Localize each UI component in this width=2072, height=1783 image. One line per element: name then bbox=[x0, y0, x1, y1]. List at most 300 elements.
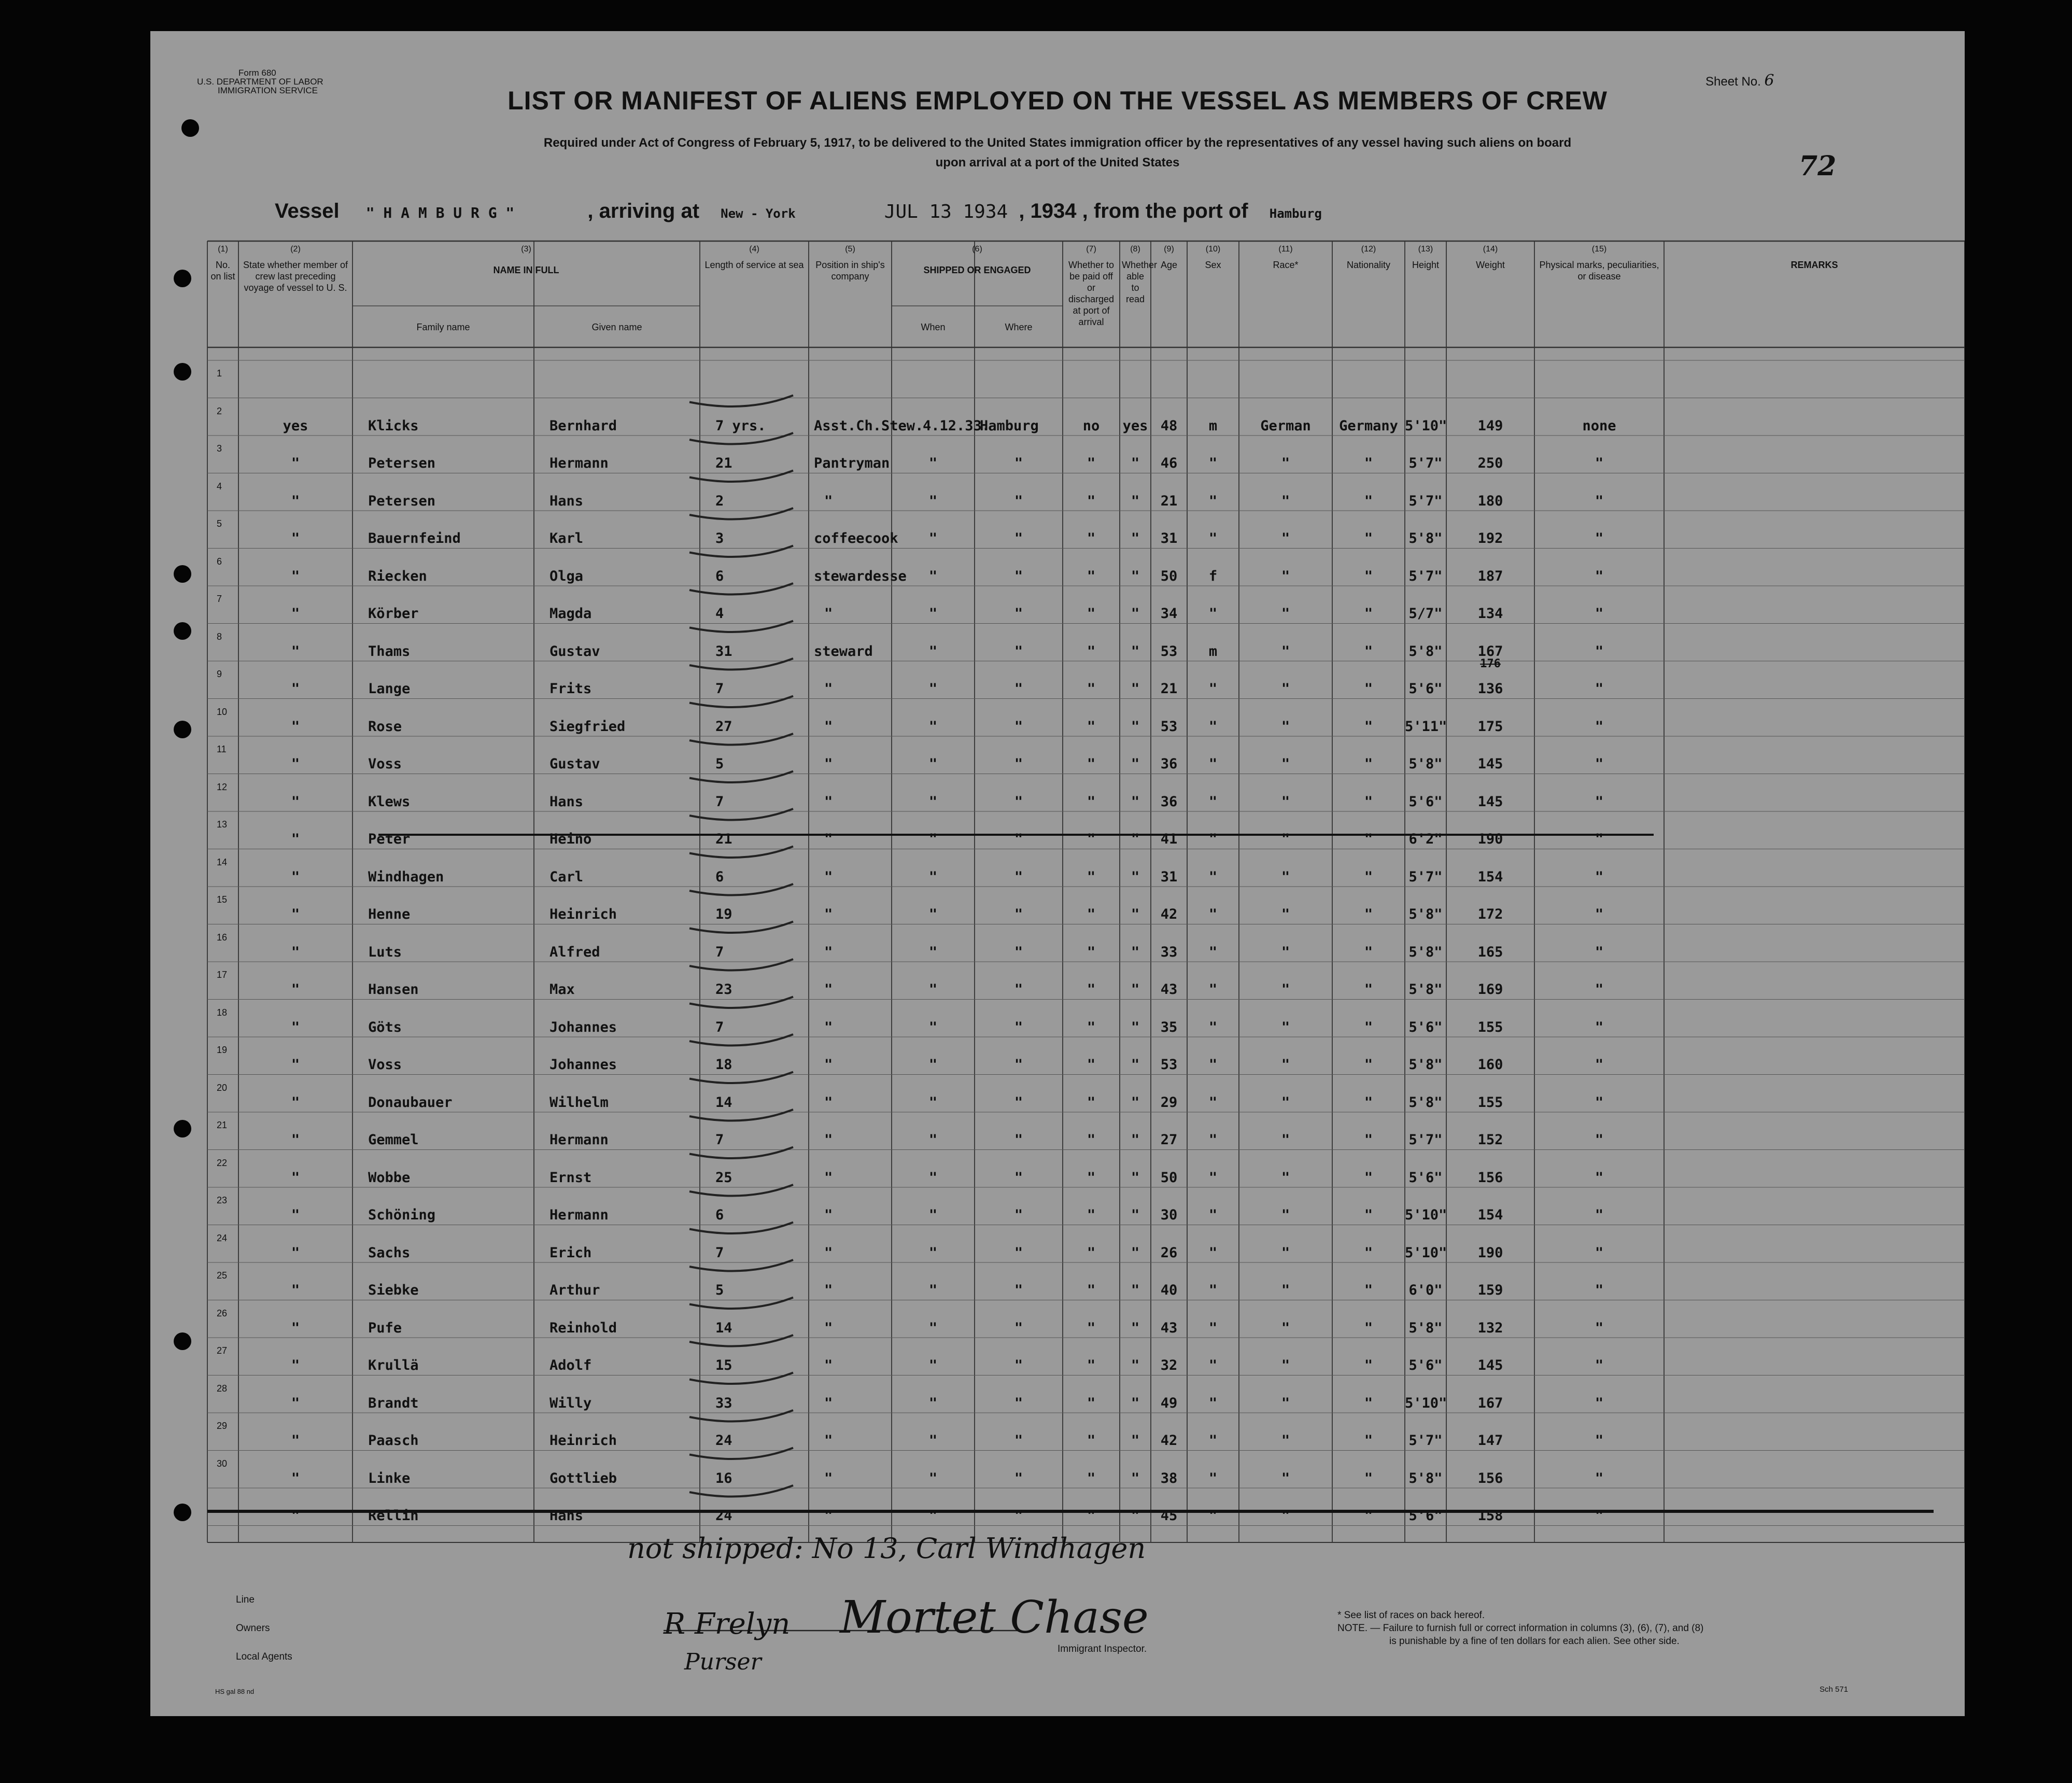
cell-position: Pantryman bbox=[814, 455, 890, 471]
cell-family: Brandt bbox=[368, 1395, 419, 1411]
column-number: (9) bbox=[1164, 245, 1174, 254]
manifest-sheet bbox=[150, 31, 1965, 1716]
cell-prev: " bbox=[291, 493, 300, 509]
cell-service: 18 bbox=[715, 1057, 732, 1073]
cell-prev: " bbox=[291, 1508, 300, 1524]
cell-nat: " bbox=[1364, 1319, 1373, 1336]
cell-service: 24 bbox=[715, 1508, 732, 1524]
cell-age: 43 bbox=[1160, 1319, 1178, 1336]
cell-service: 14 bbox=[715, 1094, 732, 1111]
cell-sex: " bbox=[1208, 718, 1218, 735]
cell-race: " bbox=[1281, 1207, 1290, 1223]
cell-paid: " bbox=[1087, 606, 1096, 622]
cell-height: 5'7" bbox=[1408, 868, 1443, 885]
cell-prev: " bbox=[291, 1395, 300, 1411]
cell-read: " bbox=[1131, 1357, 1140, 1373]
cell-nat: " bbox=[1364, 1508, 1373, 1524]
cell-nat: " bbox=[1364, 1433, 1373, 1449]
cell-prev: " bbox=[291, 1132, 300, 1148]
cell-height: 5'8" bbox=[1408, 643, 1443, 659]
cell-nat: " bbox=[1364, 455, 1373, 471]
cell-position: " bbox=[824, 1244, 833, 1261]
cell-where: " bbox=[1014, 1433, 1023, 1449]
struck-weight: 176 bbox=[1480, 657, 1501, 670]
cell-prev: " bbox=[291, 906, 300, 922]
column-label: No. on list bbox=[210, 260, 235, 282]
cell-given: Hermann bbox=[549, 455, 609, 471]
cell-family: Luts bbox=[368, 944, 402, 960]
department-label: U.S. DEPARTMENT OF LABOR bbox=[197, 77, 323, 87]
punch-hole bbox=[174, 270, 191, 287]
cell-sex: m bbox=[1208, 643, 1218, 659]
row-number: 11 bbox=[217, 744, 227, 754]
cell-weight: 158 bbox=[1477, 1508, 1503, 1524]
row-number: 21 bbox=[217, 1120, 228, 1130]
cell-when: " bbox=[928, 1057, 938, 1073]
cell-when: " bbox=[928, 1019, 938, 1035]
cell-weight: 187 bbox=[1477, 568, 1503, 584]
cell-prev: " bbox=[291, 868, 300, 885]
cell-sex: " bbox=[1208, 756, 1218, 772]
row-number: 3 bbox=[217, 443, 222, 454]
cell-family: Donaubauer bbox=[368, 1094, 453, 1111]
cell-paid: " bbox=[1087, 1094, 1096, 1111]
cell-paid: no bbox=[1082, 417, 1100, 434]
cell-marks: " bbox=[1595, 944, 1604, 960]
cell-race: " bbox=[1281, 756, 1290, 772]
manifest-title: LIST OR MANIFEST OF ALIENS EMPLOYED ON THE VESSEL AS MEMBERS OF CREW bbox=[508, 86, 1608, 115]
cell-sex: " bbox=[1208, 981, 1218, 998]
column-number: (7) bbox=[1086, 245, 1096, 254]
cell-given: Heino bbox=[549, 831, 592, 847]
cell-service: 31 bbox=[715, 643, 732, 659]
cell-paid: " bbox=[1087, 681, 1096, 697]
cell-age: 33 bbox=[1160, 944, 1178, 960]
cell-position: " bbox=[824, 1019, 833, 1035]
cell-family: Rose bbox=[368, 718, 402, 735]
cell-marks: " bbox=[1595, 681, 1604, 697]
cell-age: 53 bbox=[1160, 1057, 1178, 1073]
cell-nat: " bbox=[1364, 1207, 1373, 1223]
cell-sex: " bbox=[1208, 868, 1218, 885]
cell-paid: " bbox=[1087, 793, 1096, 810]
cell-paid: " bbox=[1087, 643, 1096, 659]
cell-family: Voss bbox=[368, 756, 402, 772]
column-number: (1) bbox=[218, 245, 228, 254]
cell-race: German bbox=[1260, 417, 1311, 434]
cell-given: Siegfried bbox=[549, 718, 626, 735]
row-number: 25 bbox=[217, 1270, 228, 1281]
cell-weight: 160 bbox=[1477, 1057, 1503, 1073]
cell-marks: " bbox=[1595, 1244, 1604, 1261]
cell-where: " bbox=[1014, 981, 1023, 998]
cell-nat: " bbox=[1364, 1094, 1373, 1111]
cell-read: " bbox=[1131, 568, 1140, 584]
cell-race: " bbox=[1281, 868, 1290, 885]
cell-service: 14 bbox=[715, 1319, 732, 1336]
cell-paid: " bbox=[1087, 1470, 1096, 1486]
cell-read: " bbox=[1131, 1433, 1140, 1449]
service-check-mark bbox=[689, 1335, 793, 1346]
cell-service: 2 bbox=[715, 493, 724, 509]
cell-marks: " bbox=[1595, 1508, 1604, 1524]
cell-weight: 136 bbox=[1477, 681, 1503, 697]
cell-read: " bbox=[1131, 455, 1140, 471]
cell-given: Gustav bbox=[549, 643, 600, 659]
cell-when: " bbox=[928, 944, 938, 960]
cell-nat: " bbox=[1364, 906, 1373, 922]
cell-sex: " bbox=[1208, 606, 1218, 622]
service-check-mark bbox=[689, 771, 793, 782]
punch-hole bbox=[174, 1504, 191, 1521]
cell-paid: " bbox=[1087, 530, 1096, 546]
cell-given: Ernst bbox=[549, 1169, 592, 1186]
cell-read: " bbox=[1131, 1470, 1140, 1486]
column-number: (14) bbox=[1483, 245, 1498, 254]
cell-sex: " bbox=[1208, 793, 1218, 810]
cell-sex: " bbox=[1208, 455, 1218, 471]
cell-height: 5'10" bbox=[1405, 417, 1447, 434]
row-number: 10 bbox=[217, 706, 228, 717]
cell-when: " bbox=[928, 1244, 938, 1261]
punch-hole bbox=[181, 119, 199, 137]
cell-where: " bbox=[1014, 831, 1023, 847]
cell-family: Paasch bbox=[368, 1433, 419, 1449]
row-number: 14 bbox=[217, 857, 228, 867]
cell-position: " bbox=[824, 906, 833, 922]
cell-nat: Germany bbox=[1339, 417, 1398, 434]
row-number: 16 bbox=[217, 932, 228, 943]
cell-when: " bbox=[928, 1094, 938, 1111]
cell-family: Henne bbox=[368, 906, 411, 922]
service-check-mark bbox=[689, 433, 793, 444]
cell-given: Hans bbox=[549, 1508, 584, 1524]
cell-where: " bbox=[1014, 1019, 1023, 1035]
cell-marks: " bbox=[1595, 1470, 1604, 1486]
cell-given: Adolf bbox=[549, 1357, 592, 1373]
cell-position: " bbox=[824, 1508, 833, 1524]
cell-position: steward bbox=[814, 643, 873, 659]
service-check-mark bbox=[689, 1410, 793, 1421]
penalty-note-2: is punishable by a fine of ten dollars for each alien. See other side. bbox=[1389, 1636, 1680, 1647]
cell-where: " bbox=[1014, 1319, 1023, 1336]
cell-read: " bbox=[1131, 1395, 1140, 1411]
cell-service: 25 bbox=[715, 1169, 732, 1186]
cell-when: " bbox=[928, 1433, 938, 1449]
cell-nat: " bbox=[1364, 944, 1373, 960]
cell-when: " bbox=[928, 1319, 938, 1336]
not-shipped-note: not shipped: No 13, Carl Windhagen bbox=[627, 1532, 1146, 1565]
cell-race: " bbox=[1281, 643, 1290, 659]
service-check-mark bbox=[689, 959, 793, 970]
service-check-mark bbox=[689, 471, 793, 482]
row-number: 24 bbox=[217, 1232, 228, 1243]
cell-weight: 167 bbox=[1477, 1395, 1503, 1411]
cell-sex: " bbox=[1208, 1395, 1218, 1411]
cell-when: " bbox=[928, 906, 938, 922]
cell-race: " bbox=[1281, 1244, 1290, 1261]
cell-nat: " bbox=[1364, 1057, 1373, 1073]
cell-position: " bbox=[824, 1357, 833, 1373]
cell-when: " bbox=[928, 756, 938, 772]
cell-height: 5'8" bbox=[1408, 1057, 1443, 1073]
column-sub-label: When bbox=[921, 322, 946, 332]
cell-marks: " bbox=[1595, 1132, 1604, 1148]
row-number: 29 bbox=[217, 1421, 228, 1431]
cell-weight: 132 bbox=[1477, 1319, 1503, 1336]
sheet-label: Sheet No. bbox=[1705, 75, 1761, 89]
vessel-label: Vessel bbox=[275, 200, 340, 222]
cell-weight: 134 bbox=[1477, 606, 1503, 622]
cell-where: " bbox=[1014, 1057, 1023, 1073]
cell-marks: " bbox=[1595, 1319, 1604, 1336]
column-label: Whether to be paid off or discharged at port of arrival bbox=[1068, 260, 1115, 327]
cell-family: Linke bbox=[368, 1470, 411, 1486]
cell-given: Arthur bbox=[549, 1282, 600, 1298]
cell-nat: " bbox=[1364, 981, 1373, 998]
cell-weight: 190 bbox=[1477, 831, 1503, 847]
cell-position: " bbox=[824, 1094, 833, 1111]
cell-when: " bbox=[928, 455, 938, 471]
cell-read: " bbox=[1131, 718, 1140, 735]
cell-read: yes bbox=[1122, 417, 1148, 434]
cell-weight: 250 bbox=[1477, 455, 1503, 471]
service-check-mark bbox=[689, 884, 793, 895]
cell-age: 36 bbox=[1160, 756, 1178, 772]
row-number: 8 bbox=[217, 631, 222, 642]
cell-when: " bbox=[928, 1357, 938, 1373]
cell-read: " bbox=[1131, 756, 1140, 772]
departure-port: Hamburg bbox=[1269, 206, 1322, 221]
cell-position: " bbox=[824, 981, 833, 998]
service-check-mark bbox=[689, 922, 793, 933]
cell-service: 7 bbox=[715, 793, 724, 810]
cell-sex: " bbox=[1208, 944, 1218, 960]
cell-where: " bbox=[1014, 1094, 1023, 1111]
cell-where: " bbox=[1014, 606, 1023, 622]
cell-marks: " bbox=[1595, 1433, 1604, 1449]
cell-height: 5'8" bbox=[1408, 944, 1443, 960]
cell-where: " bbox=[1014, 793, 1023, 810]
row-number: 27 bbox=[217, 1345, 228, 1356]
schedule-code: Sch 571 bbox=[1820, 1685, 1849, 1694]
cell-given: Johannes bbox=[549, 1057, 617, 1073]
date-stamp: JUL 13 1934 bbox=[884, 201, 1008, 222]
cell-nat: " bbox=[1364, 1470, 1373, 1486]
cell-nat: " bbox=[1364, 1282, 1373, 1298]
cell-when: " bbox=[928, 530, 938, 546]
cell-position: " bbox=[824, 1132, 833, 1148]
inspector-signature: Mortet Chase bbox=[840, 1592, 1149, 1644]
cell-given: Heinrich bbox=[549, 1433, 617, 1449]
service-check-mark bbox=[689, 997, 793, 1008]
cell-prev: " bbox=[291, 831, 300, 847]
cell-family: Rellin bbox=[368, 1508, 419, 1524]
cell-sex: " bbox=[1208, 1244, 1218, 1261]
cell-age: 21 bbox=[1160, 493, 1178, 509]
cell-race: " bbox=[1281, 793, 1290, 810]
cell-height: 5'10" bbox=[1405, 1395, 1447, 1411]
cell-height: 5'8" bbox=[1408, 756, 1443, 772]
cell-service: 21 bbox=[715, 455, 732, 471]
cell-service: 7 bbox=[715, 1132, 724, 1148]
row-number: 22 bbox=[217, 1157, 228, 1168]
cell-family: Gemmel bbox=[368, 1132, 419, 1148]
cell-weight: 190 bbox=[1477, 1244, 1503, 1261]
cell-prev: " bbox=[291, 681, 300, 697]
arrival-port: New - York bbox=[721, 206, 796, 221]
cell-service: 4 bbox=[715, 606, 724, 622]
cell-age: 46 bbox=[1160, 455, 1178, 471]
cell-position: " bbox=[824, 681, 833, 697]
cell-given: Heinrich bbox=[549, 906, 617, 922]
column-number: (15) bbox=[1591, 245, 1607, 254]
cell-paid: " bbox=[1087, 756, 1096, 772]
cell-service: 6 bbox=[715, 868, 724, 885]
cell-sex: " bbox=[1208, 1019, 1218, 1035]
row-number: 1 bbox=[217, 368, 222, 378]
cell-marks: " bbox=[1595, 793, 1604, 810]
cell-given: Gottlieb bbox=[549, 1470, 617, 1486]
cell-position: " bbox=[824, 793, 833, 810]
cell-age: 41 bbox=[1160, 831, 1178, 847]
cell-prev: " bbox=[291, 1169, 300, 1186]
year-label: , 1934 , from the port of bbox=[1019, 200, 1248, 222]
cell-race: " bbox=[1281, 1357, 1290, 1373]
service-check-mark bbox=[689, 734, 793, 745]
cell-nat: " bbox=[1364, 681, 1373, 697]
cell-family: Peter bbox=[368, 831, 411, 847]
cell-height: 5'8" bbox=[1408, 1319, 1443, 1336]
cell-service: 19 bbox=[715, 906, 732, 922]
cell-nat: " bbox=[1364, 1357, 1373, 1373]
cell-given: Hans bbox=[549, 793, 584, 810]
cell-paid: " bbox=[1087, 944, 1096, 960]
cell-sex: f bbox=[1208, 568, 1218, 584]
cell-weight: 145 bbox=[1477, 1357, 1503, 1373]
cell-given: Wilhelm bbox=[549, 1094, 609, 1111]
cell-weight: 159 bbox=[1477, 1282, 1503, 1298]
cell-given: Bernhard bbox=[549, 417, 617, 434]
cell-position: " bbox=[824, 756, 833, 772]
cell-nat: " bbox=[1364, 1132, 1373, 1148]
cell-weight: 145 bbox=[1477, 793, 1503, 810]
cell-paid: " bbox=[1087, 1433, 1096, 1449]
cell-marks: " bbox=[1595, 1395, 1604, 1411]
cell-where: Hamburg bbox=[980, 417, 1039, 434]
cell-marks: " bbox=[1595, 1094, 1604, 1111]
cell-height: 5'10" bbox=[1405, 1207, 1447, 1223]
cell-race: " bbox=[1281, 944, 1290, 960]
cell-height: 5'8" bbox=[1408, 906, 1443, 922]
row-number: 28 bbox=[217, 1383, 228, 1394]
row-number: 17 bbox=[217, 970, 228, 980]
cell-read: " bbox=[1131, 1094, 1140, 1111]
cell-weight: 147 bbox=[1477, 1433, 1503, 1449]
arriving-label: , arriving at bbox=[587, 200, 700, 222]
cell-read: " bbox=[1131, 1019, 1140, 1035]
cell-read: " bbox=[1131, 530, 1140, 546]
inspector-label: Immigrant Inspector. bbox=[1058, 1644, 1147, 1654]
cell-family: Petersen bbox=[368, 493, 436, 509]
cell-where: " bbox=[1014, 493, 1023, 509]
sheet-value: 6 bbox=[1764, 72, 1774, 90]
cell-service: 21 bbox=[715, 831, 732, 847]
cell-height: 5'8" bbox=[1408, 1470, 1443, 1486]
cell-weight: 155 bbox=[1477, 1019, 1503, 1035]
cell-read: " bbox=[1131, 1207, 1140, 1223]
cell-sex: " bbox=[1208, 831, 1218, 847]
row-number: 12 bbox=[217, 781, 228, 792]
cell-age: 31 bbox=[1160, 868, 1178, 885]
cell-when: 4.12.33. bbox=[923, 417, 991, 434]
service-check-mark bbox=[689, 1034, 793, 1045]
cell-age: 31 bbox=[1160, 530, 1178, 546]
cell-service: 7 bbox=[715, 1019, 724, 1035]
cell-position: " bbox=[824, 1057, 833, 1073]
penalty-note: NOTE. — Failure to furnish full or correct information in columns (3), (6), (7), and (8) bbox=[1337, 1623, 1704, 1634]
row-number: 5 bbox=[217, 518, 222, 529]
cell-given: Olga bbox=[549, 568, 584, 584]
cell-race: " bbox=[1281, 1433, 1290, 1449]
cell-read: " bbox=[1131, 681, 1140, 697]
cell-race: " bbox=[1281, 1470, 1290, 1486]
cell-position: " bbox=[824, 493, 833, 509]
cell-when: " bbox=[928, 681, 938, 697]
row-number: 18 bbox=[217, 1007, 228, 1018]
cell-sex: " bbox=[1208, 530, 1218, 546]
cell-when: " bbox=[928, 1169, 938, 1186]
row-number: 20 bbox=[217, 1082, 228, 1093]
service-check-mark bbox=[689, 1185, 793, 1196]
row-number: 23 bbox=[217, 1195, 228, 1205]
row-number: 26 bbox=[217, 1308, 228, 1318]
cell-height: 5'7" bbox=[1408, 568, 1443, 584]
cell-height: 6'0" bbox=[1408, 1282, 1443, 1298]
cell-where: " bbox=[1014, 1508, 1023, 1524]
cell-where: " bbox=[1014, 756, 1023, 772]
cell-service: 15 bbox=[715, 1357, 732, 1373]
cell-position: " bbox=[824, 1282, 833, 1298]
cell-where: " bbox=[1014, 906, 1023, 922]
cell-marks: " bbox=[1595, 981, 1604, 998]
cell-family: Schöning bbox=[368, 1207, 436, 1223]
cell-given: Johannes bbox=[549, 1019, 617, 1035]
cell-where: " bbox=[1014, 643, 1023, 659]
cell-read: " bbox=[1131, 1508, 1140, 1524]
service-check-mark bbox=[689, 396, 793, 406]
cell-age: 35 bbox=[1160, 1019, 1178, 1035]
cell-read: " bbox=[1131, 1132, 1140, 1148]
punch-hole bbox=[174, 1332, 191, 1350]
cell-prev: " bbox=[291, 568, 300, 584]
cell-paid: " bbox=[1087, 1019, 1096, 1035]
cell-weight: 152 bbox=[1477, 1132, 1503, 1148]
cell-marks: none bbox=[1582, 417, 1616, 434]
cell-where: " bbox=[1014, 1132, 1023, 1148]
cell-paid: " bbox=[1087, 1057, 1096, 1073]
cell-paid: " bbox=[1087, 868, 1096, 885]
cell-weight: 145 bbox=[1477, 756, 1503, 772]
row-number: 6 bbox=[217, 556, 222, 567]
cell-read: " bbox=[1131, 643, 1140, 659]
vessel-name: " H A M B U R G " bbox=[365, 204, 515, 221]
cell-service: 27 bbox=[715, 718, 732, 735]
cell-prev: yes bbox=[283, 417, 308, 434]
service-check-mark bbox=[689, 508, 793, 519]
cell-paid: " bbox=[1087, 1132, 1096, 1148]
form-number: Form 680 bbox=[238, 68, 276, 78]
